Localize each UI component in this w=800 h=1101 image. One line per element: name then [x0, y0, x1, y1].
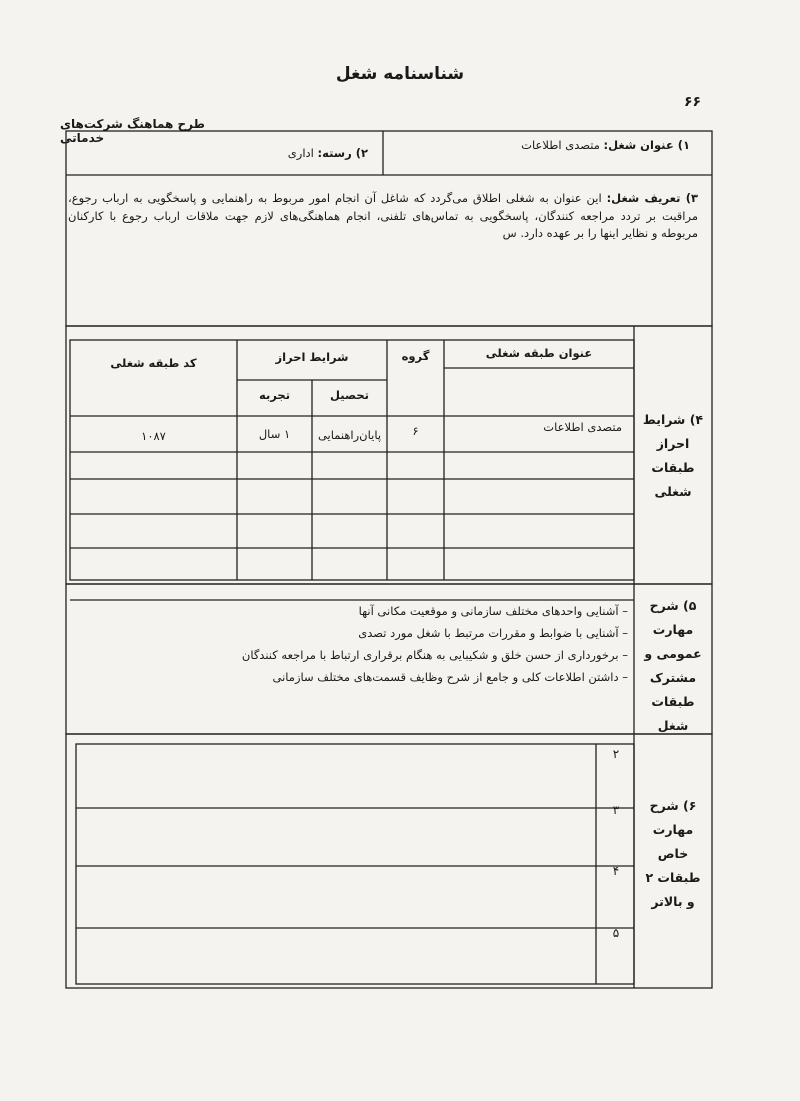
header-experience: تجربه: [258, 388, 291, 402]
definition-text: این عنوان به شغلی اطلاق می‌گردد که شاغل آن انجام امور مربوط به راهنمایی و پاسخگویی به ارباب رجوع، مراقبت بر تردد مراجعه کنندگان، پاسخگویی به تماس‌های تلفنی، انجام هماهنگی‌های لازم جهت ملاقات ارباب رجوع با کارکنان مربوطه و نظایر اینها را بر عهده دارد. س: [68, 191, 698, 240]
section6-label: ۶) شرح مهارت خاص طبقات ۲ و بالاتر: [645, 798, 701, 909]
row-number: ۳: [612, 803, 620, 817]
category-label: ۲) رسته:: [317, 146, 368, 160]
header-group: گروه: [401, 349, 430, 363]
header-education: تحصیل: [330, 388, 369, 402]
organization-name: طرح هماهنگ شرکت‌های خدماتی: [60, 117, 205, 145]
header-class-code: کد طبقه شغلی: [110, 356, 197, 370]
list-item: – داشتن اطلاعات کلی و جامع از شرح وظایف قسمت‌های مختلف سازمانی: [242, 666, 628, 688]
row-experience: ۱ سال: [258, 427, 291, 441]
row-number: ۲: [612, 747, 620, 761]
row-number: ۴: [612, 864, 620, 878]
header-requirements: شرایط احراز: [275, 350, 349, 364]
page-number: ۶۶: [684, 94, 702, 110]
row-class-title: متصدی اطلاعات: [543, 420, 622, 434]
section4-label: ۴) شرایط احراز طبقات شغلی: [642, 412, 704, 499]
row-education: پایان‌راهنمایی: [317, 428, 382, 442]
row-group: ۶: [412, 424, 419, 438]
definition-label: ۳) تعریف شغل:: [606, 191, 699, 205]
job-title-label: ۱) عنوان شغل:: [603, 138, 690, 152]
row-number: ۵: [612, 926, 620, 940]
list-item: – آشنایی واحدهای مختلف سازمانی و موقعیت مکانی آنها: [242, 600, 628, 622]
job-title-field: [521, 138, 690, 152]
row-class-code: ۱۰۸۷: [141, 429, 166, 443]
section5-label: ۵) شرح مهارت عمومی و مشترک طبقات شغل: [644, 598, 702, 733]
list-item: – برخورداری از حسن خلق و شکیبایی به هنگام برقراری ارتباط با مراجعه کنندگان: [242, 644, 628, 666]
category-value: اداری: [287, 146, 314, 160]
general-skills-list: [242, 600, 628, 688]
list-item: – آشنایی با ضوابط و مقررات مرتبط با شغل مورد تصدی: [242, 622, 628, 644]
category-field: [288, 146, 368, 160]
job-title-value: متصدی اطلاعات: [521, 138, 600, 152]
header-class-title: عنوان طبقه شغلی: [485, 346, 593, 360]
page-title: شناسنامه شغل: [335, 64, 465, 84]
job-definition: [68, 190, 698, 243]
